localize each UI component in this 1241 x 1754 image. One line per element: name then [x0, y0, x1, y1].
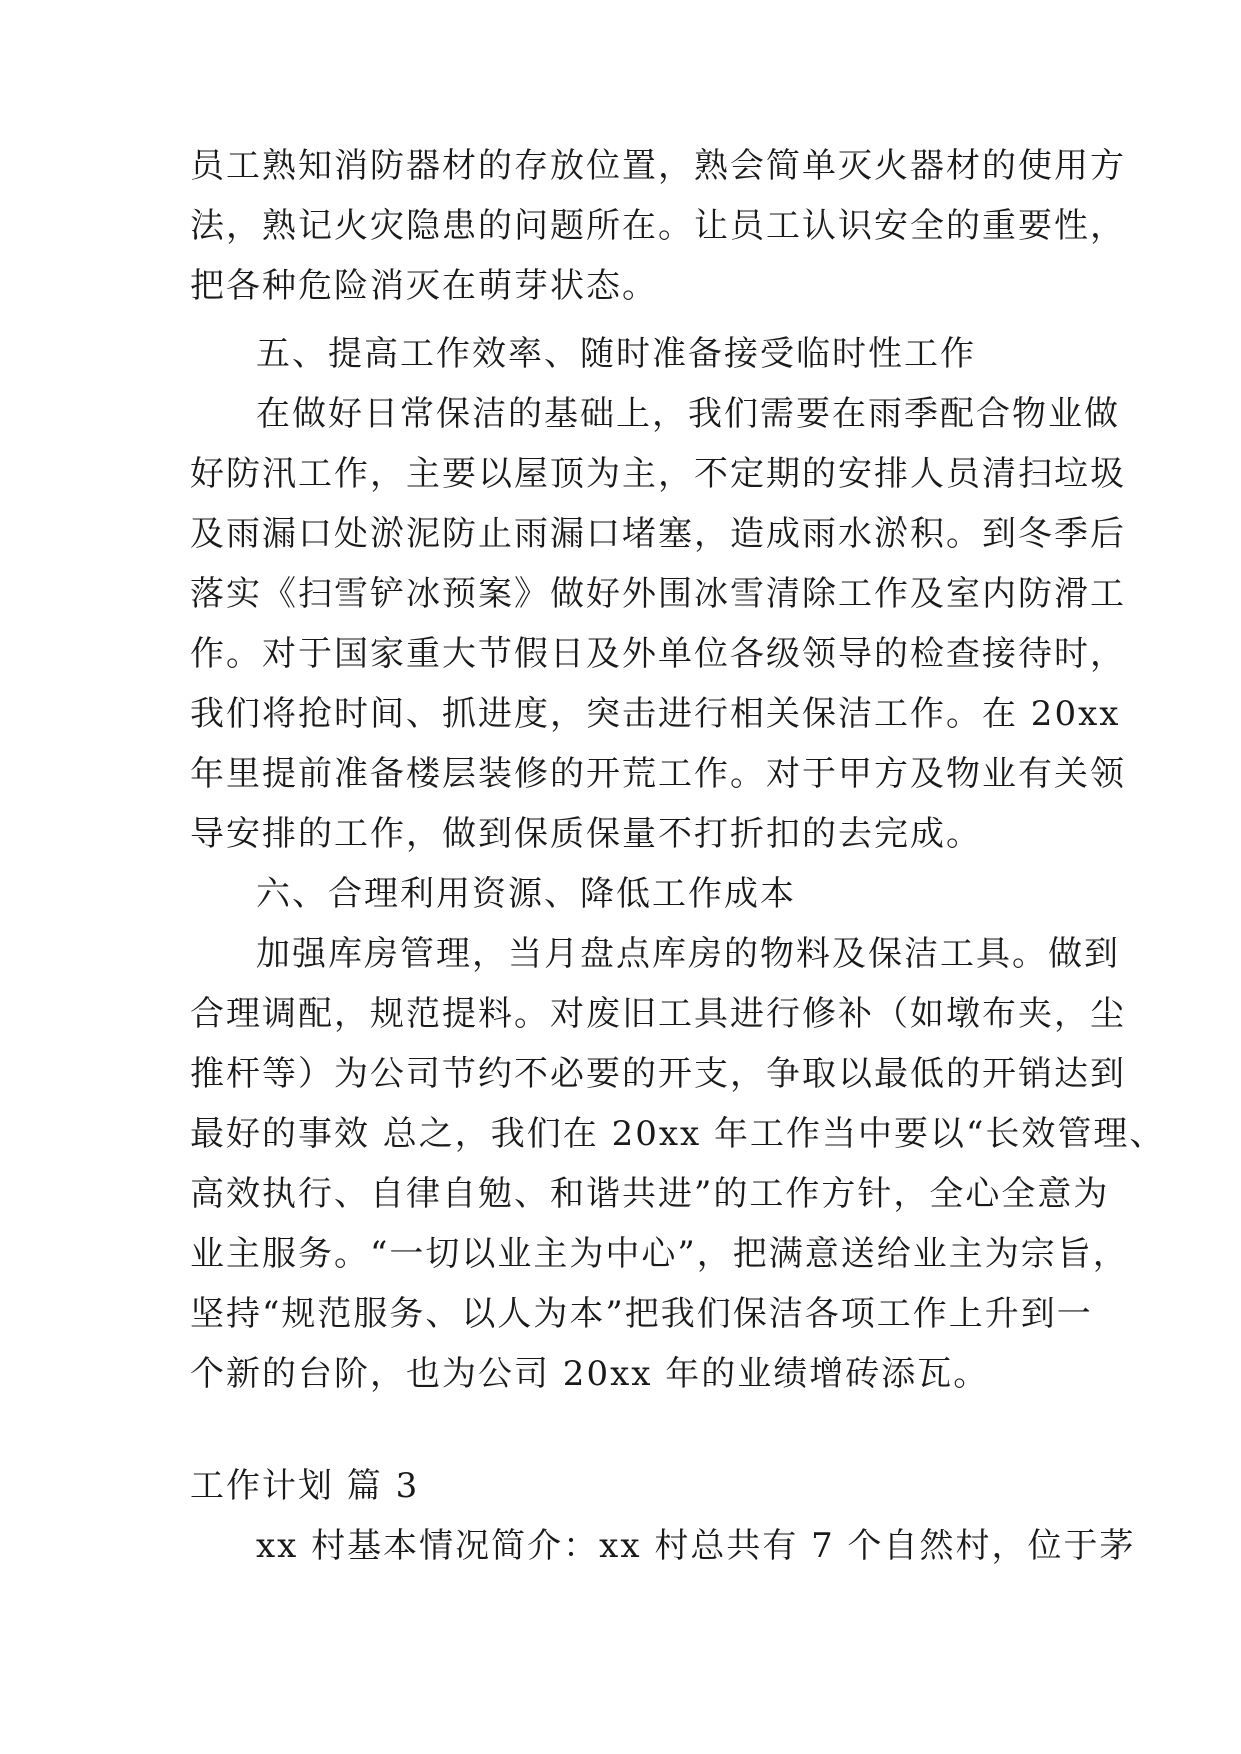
- text-line: 年里提前准备楼层装修的开荒工作。对于甲方及物业有关领: [190, 754, 1126, 794]
- text-line: 高效执行、自律自勉、和谐共进”的工作方针，全心全意为: [190, 1174, 1110, 1214]
- text-line: 推杆等）为公司节约不必要的开支，争取以最低的开销达到: [190, 1054, 1126, 1094]
- text-line: 个新的台阶，也为公司 20xx 年的业绩增砖添瓦。: [190, 1354, 990, 1394]
- text-line: 作。对于国家重大节假日及外单位各级领导的检查接待时，: [190, 634, 1126, 674]
- text-line: 最好的事效 总之，我们在 20xx 年工作当中要以“长效管理、: [190, 1114, 1166, 1154]
- text-line: xx 村基本情况简介：xx 村总共有 7 个自然村，位于茅: [256, 1526, 1136, 1566]
- text-line: 我们将抢时间、抓进度，突击进行相关保洁工作。在 20xx: [190, 694, 1121, 734]
- text-line: 业主服务。“一切以业主为中心”，把满意送给业主为宗旨，: [190, 1234, 1129, 1274]
- text-line: 落实《扫雪铲冰预案》做好外围冰雪清除工作及室内防滑工: [190, 574, 1126, 614]
- text-line: 在做好日常保洁的基础上，我们需要在雨季配合物业做: [256, 394, 1120, 434]
- text-line: 好防汛工作，主要以屋顶为主，不定期的安排人员清扫垃圾: [190, 454, 1126, 494]
- text-line: 法，熟记火灾隐患的问题所在。让员工认识安全的重要性，: [190, 206, 1126, 246]
- text-line: 合理调配，规范提料。对废旧工具进行修补（如墩布夹，尘: [190, 994, 1126, 1034]
- text-line: 员工熟知消防器材的存放位置，熟会简单灭火器材的使用方: [190, 146, 1126, 186]
- text-line: 把各种危险消灭在萌芽状态。: [190, 266, 658, 306]
- text-line: 及雨漏口处淤泥防止雨漏口堵塞，造成雨水淤积。到冬季后: [190, 514, 1126, 554]
- section-heading: 五、提高工作效率、随时准备接受临时性工作: [256, 334, 976, 374]
- text-line: 坚持“规范服务、以人为本”把我们保洁各项工作上升到一: [190, 1294, 1093, 1334]
- section-heading: 六、合理利用资源、降低工作成本: [256, 874, 796, 914]
- text-line: 加强库房管理，当月盘点库房的物料及保洁工具。做到: [256, 934, 1120, 974]
- article-heading: 工作计划 篇 3: [190, 1466, 420, 1506]
- text-line: 导安排的工作，做到保质保量不打折扣的去完成。: [190, 814, 982, 854]
